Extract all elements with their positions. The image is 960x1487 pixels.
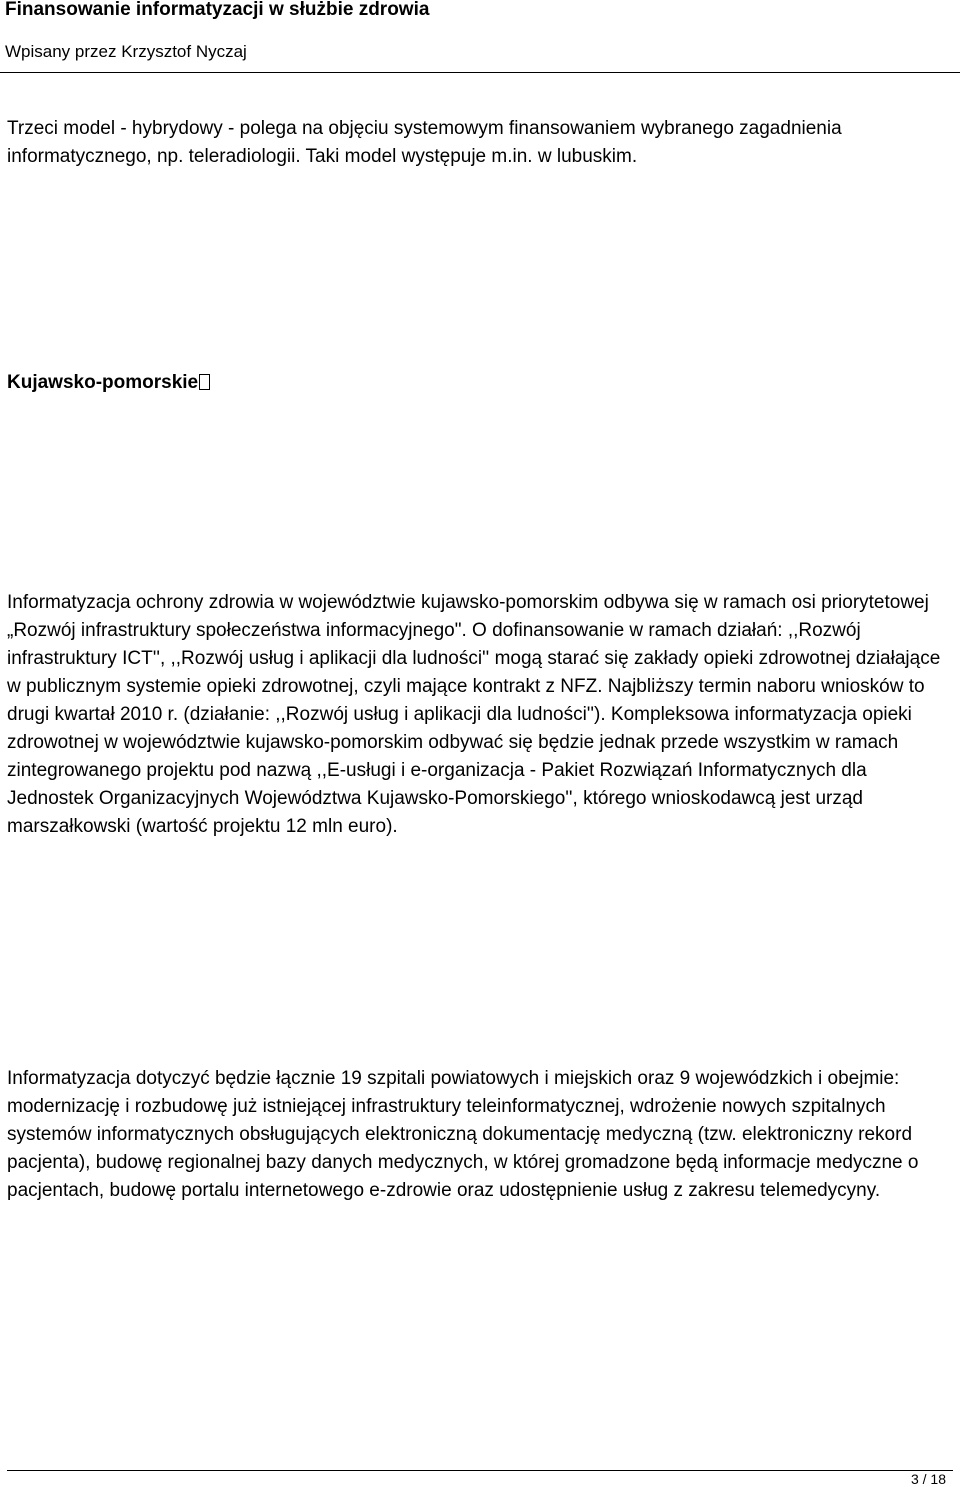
page-number: 3 / 18 xyxy=(910,1471,946,1487)
section-heading xyxy=(7,369,210,397)
paragraph-hybrid-model: Trzeci model - hybrydowy - polega na objęciu systemowym finansowaniem wybranego zagadnienia informatycznego, np. teleradiologii. Taki model występuje m.in. w lubuskim. xyxy=(7,118,842,167)
footer-divider xyxy=(7,1470,953,1471)
missing-glyph-icon xyxy=(199,374,210,390)
author-line: Wpisany przez Krzysztof Nyczaj xyxy=(5,42,247,61)
paragraph-hospital-scope: Informatyzacja dotyczyć będzie łącznie 19 szpitali powiatowych i miejskich oraz 9 wojewódzkich i obejmie: modernizację i rozbudowę już istniejącej infrastruktury teleinformatycznej, wdrożenie nowych szpitalnych systemów informatycznych obsługujących elektroniczną dokumentację medyczną (tzw. elektroniczny rekord pacjenta), budowę regionalnej bazy danych medycznych, w której gromadzone będą informacje medyczne o pacjentach, budowę portalu internetowego e-zdrowie oraz udostępnienie usług z zakresu telemedycyny. xyxy=(7,1068,919,1201)
document-header xyxy=(5,0,955,63)
header-divider xyxy=(0,72,960,73)
section-heading-text: Kujawsko-pomorskie xyxy=(7,372,199,393)
paragraph-kujawsko-funding: Informatyzacja ochrony zdrowia w województwie kujawsko-pomorskim odbywa się w ramach osi priorytetowej „Rozwój infrastruktury społeczeństwa informacyjnego". O dofinansowanie w ramach działań: ,,Rozwój infrastruktury ICT'', ,,Rozwój usług i aplikacji dla ludności'' mogą starać się zakłady opieki zdrowotnej działające w publicznym systemie opieki zdrowotnej, czyli mające kontrakt z NFZ. Najbliższy termin naboru wniosków to drugi kwartał 2010 r. (działanie: ,,Rozwój usług i aplikacji dla ludności''). Kompleksowa informatyzacja opieki zdrowotnej w województwie kujawsko-pomorskim odbywać się będzie jednak przede wszystkim w ramach zintegrowanego projektu pod nazwą ,,E-usługi i e-organizacja - Pakiet Rozwiązań Informatycznych dla Jednostek Organizacyjnych Województwa Kujawsko-Pomorskiego'', którego wnioskodawcą jest urząd marszałkowski (wartość projektu 12 mln euro). xyxy=(7,592,941,837)
document-title: Finansowanie informatyzacji w służbie zdrowia xyxy=(5,0,430,20)
